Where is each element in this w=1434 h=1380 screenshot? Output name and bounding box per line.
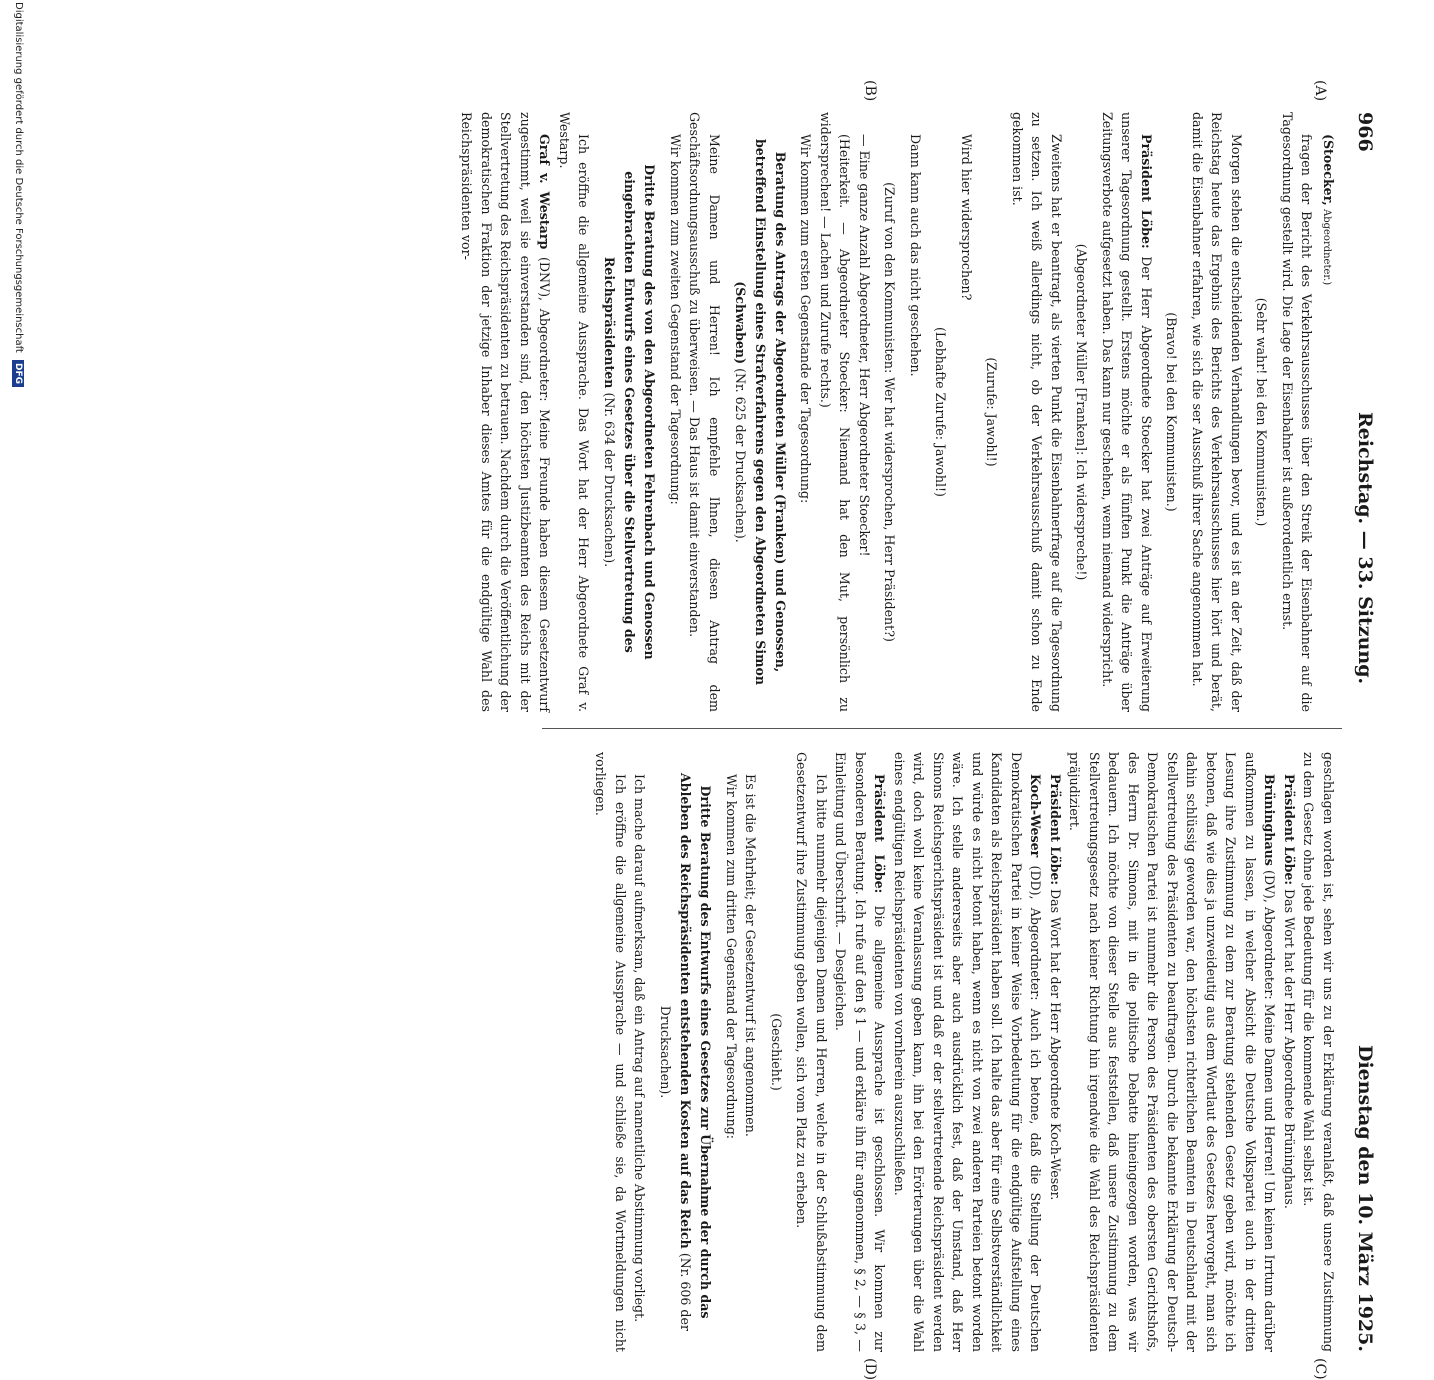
- session-date: Dienstag den 10. März 1925.: [1354, 1044, 1376, 1352]
- paragraph: [1278, 112, 1317, 712]
- paragraph-text: — Eine ganze Anzahl Abgeordneter, Herr Abgeordneter Stoecker!: [857, 134, 872, 557]
- paragraph: [792, 752, 831, 1352]
- speaker-name: Präsident Löbe:: [1139, 134, 1154, 249]
- speaker-name: Präsident Löbe:: [872, 774, 888, 894]
- paragraph: [957, 112, 977, 712]
- session-title: Reichstag. — 33. Sitzung.: [1354, 412, 1376, 685]
- paragraph: [1188, 112, 1247, 712]
- paragraph-text: Es ist die Mehrheit; der Gesetzentwurf ist angenommen.: [743, 774, 759, 1137]
- margin-marker-b: (B): [862, 80, 878, 102]
- paragraph-text: Ich eröffne die allgemeine Aussprache. Das Wort hat der Herr Abgeordnete Graf v. Westarp.: [557, 112, 592, 712]
- paragraph: [666, 112, 686, 712]
- paragraph-text: Dann kann auch das nicht geschehen.: [908, 134, 923, 377]
- margin-marker-c: (C): [1312, 1358, 1328, 1380]
- paragraph-text: fragen der Bericht des Verkehrsausschusses über den Streik der Eisenbahner auf die Tagesordnung gestellt wird. Die Lage der Eisenbahner ist außerordentlich ernst.: [1280, 112, 1315, 712]
- paragraph: [555, 112, 594, 712]
- speaker-name: Präsident Löbe:: [1048, 774, 1063, 886]
- paragraph: [591, 752, 630, 1352]
- speaker-name: Koch-Weser: [1028, 774, 1044, 858]
- interjection: [931, 112, 951, 712]
- paragraph-text: Der Herr Abgeordnete Stoecker hat zwei Anträge auf Erweiterung unserer Tagesordnung gestellt. Erstens möchte er als fünften Punkt die Anträge über Zeitungsverbote aufgesetzt haben. Das kann nur geschehen, wenn niemand widerspricht.: [1100, 112, 1154, 712]
- paragraph-text: Die allgemeine Aussprache ist geschlossen. Wir kommen zur besonderen Beratung. Ich rufe auf den § 1 — und erkläre ihn für angenommen, § 2, — § 3, — Einleitung und Überschrift. — Desgleichen.: [833, 752, 888, 1352]
- interjection: [767, 752, 787, 1352]
- agenda-item-title: Dritte Beratung des von den Abgeordneten Fehrenbach und Genossen eingebrachten Entwurfs eines Gesetzes über die Stellvertretung des Reichspräsidenten: [602, 164, 658, 660]
- speaker-name: Graf v. Westarp: [537, 134, 553, 250]
- interjection: [982, 112, 1002, 712]
- paragraph-text: Das Wort hat der Herr Abgeordnete Brüninghaus.: [1282, 885, 1297, 1209]
- paragraph-text: Ich mache darauf aufmerksam, daß ein Antrag auf namentliche Abstimmung vorliegt.: [632, 774, 648, 1323]
- left-column: [457, 112, 1338, 712]
- interjection-text: (Abgeordneter Müller [Franken]: Ich widerspreche!): [1074, 243, 1090, 581]
- agenda-item-title: Beratung des Antrags der Abgeordneten Müller (Franken) und Genossen, betreffend Einstellung eines Strafverfahrens gegen den Abgeordneten Simon (Schwaben): [733, 138, 788, 686]
- interjection: [1162, 112, 1182, 712]
- paragraph-text: Wir kommen zum dritten Gegenstand der Tagesordnung:: [724, 774, 739, 1140]
- paragraph: [1098, 112, 1157, 712]
- paragraph-text: (DNV), Abgeordneter: Meine Freunde haben diesem Gesetzentwurf zugestimmt, weil sie einverstanden sind, den höchsten Justizbeamten des Reichs mit der Stellvertretung des Reichspräsidenten zu betrauen. Nachdem durch die Veröffentlichung der demokratischen Fraktion der jetzige Inhaber dieses Amtes für die endgültige Wahl des Reichspräsidenten vor-: [459, 112, 553, 713]
- speaker-note: Abgeordneter.): [1321, 205, 1332, 286]
- speaker-name: Präsident Löbe:: [1282, 774, 1297, 886]
- interjection: [1072, 112, 1092, 712]
- speaker-name: (Stoecker,: [1321, 134, 1336, 206]
- paragraph: [722, 752, 742, 1352]
- paragraph: [1008, 112, 1067, 712]
- paragraph-text: geschlagen worden ist, sehen wir uns zu der Erklärung veranlaßt, daß unsere Zustimmung zu dem Gesetz ohne jede Bedeutung für die kommende Wahl selbst ist.: [1301, 752, 1336, 1352]
- paragraph-text: Zweitens hat er beantragt, als vierten Punkt die Eisenbahnerfrage auf die Tagesordnung zu setzen. Ich weiß allerdings nicht, ob der Verkehrsausschuß damit schon zu Ende gekommen ist.: [1010, 112, 1064, 712]
- speaker-name: Brüninghaus: [1262, 774, 1278, 866]
- paragraph: [1046, 752, 1066, 1352]
- right-column: [591, 752, 1338, 1352]
- interjection-text: (Zurufe: Jawohl!): [984, 357, 1000, 467]
- interjection-text: (Lebhafte Zurufe: Jawohl!): [933, 327, 949, 497]
- interjection-text: (Bravo! bei den Kommunisten.): [1164, 312, 1180, 512]
- paragraph: [741, 752, 761, 1352]
- agenda-item-title: Dritte Beratung des Entwurfs eines Gesetzes zur Übernahme der durch das Ableben des Reichspräsidenten entstehenden Kosten auf das Reich: [678, 773, 714, 1319]
- watermark-text: Digitalisierung gefördert durch die Deutsche Forschungsgemeinschaft: [13, 2, 24, 353]
- paragraph: [685, 112, 724, 712]
- dfg-logo: DFG: [12, 360, 24, 387]
- paragraph-text: Wir kommen zum zweiten Gegenstand der Tagesordnung:: [668, 134, 683, 505]
- paragraph-text: (DV), Abgeordneter: Meine Damen und Herren! Um keinen Irrtum darüber aufkommen zu lassen, in welcher Absicht die Deutsche Volkspartei auch in der dritten Lesung ihre Zustimmung zu dem zur Beratung stehenden Gesetz geben wird, möchte ich betonen, daß wie dies ja unzweideutig aus dem Wortlaut des Gesetzes hervorgeht, man sich dahin schlüssig geworden war, den höchsten richterlichen Beamten in Deutschland mit der Stellvertretung des Präsidenten zu beauftragen. Durch die bekannte Erklärung der Deutsch-Demokratischen Partei ist nunmehr die Person des Präsidenten des obersten Gerichtshofs, des Herrn Dr. Simons, mit in die politische Debatte hineingezogen worden, was wir bedauern. Ich möchte von dieser Stelle aus feststellen, daß unsere Zustimmung zu dem Stellvertretungsgesetz nach keiner Richtung hin irgendwie die Wahl des Reichspräsidenten präjudiziert.: [1067, 752, 1278, 1352]
- paragraph-text: Ich bitte nunmehr diejenigen Damen und Herren, welche in der Schlußabstimmung dem Gesetzentwurf ihre Zustimmung geben wollen, sich vom Platz zu erheben.: [794, 752, 829, 1352]
- column-divider: [542, 728, 1342, 729]
- paragraph: [906, 112, 926, 712]
- interjection-text: (Zuruf von den Kommunisten: Wer hat widersprochen, Herr Präsident?): [882, 182, 898, 642]
- running-header: [1346, 112, 1376, 1352]
- paragraph: [457, 112, 555, 712]
- interjection-text: (Geschieht.): [769, 1013, 784, 1091]
- paragraph-text: Wir kommen zum ersten Gegenstande der Tagesordnung:: [798, 134, 814, 504]
- paragraph: [831, 752, 890, 1352]
- paragraph-text: Morgen stehen die entscheidenden Verhandlungen bevor, und es ist an der Zeit, daß der Reichstag heute das Ergebnis des Berichts des Verkehrsausschusses hier hört und berät, damit die Eisenbahner erfahren, wie sich die ser Ausschuß ihrer Sache angenommen hat.: [1190, 112, 1244, 712]
- paragraph-text: (DD), Abgeordneter: Auch ich betone, daß die Stellung der Deutschen Demokratischen Partei in keiner Weise Vorbedeutung für die endgültige Aufstellung eines Kandidaten als Reichspräsident haben soll. Ich halte das aber für eine Selbstverständlichkeit und würde es nicht betont haben, wenn es nicht von zwei anderen Parteien betont worden wäre. Ich stelle andererseits aber auch ausdrücklich fest, daß der Umstand, daß Herr Simons Reichsgerichtspräsident ist und daß er der stellvertretende Reichspräsident werden wird, doch wohl keine Veranlassung geben kann, ihn bei den Erörterungen über die Wahl eines endgültigen Reichspräsidenten von vornherein auszuschließen.: [892, 752, 1044, 1352]
- margin-marker-a: (A): [1312, 80, 1328, 102]
- paragraph-text: Das Wort hat der Herr Abgeordnete Koch-Weser.: [1048, 885, 1063, 1201]
- agenda-item-heading: [600, 132, 660, 692]
- interjection-text: (Sehr wahr! bei den Kommunisten.): [1254, 297, 1270, 527]
- paragraph-text: Wird hier widersprochen?: [959, 134, 974, 301]
- funding-watermark: [12, 2, 24, 902]
- interjection: [1252, 112, 1272, 712]
- paragraph: [1280, 752, 1300, 1352]
- paragraph-text: Meine Damen und Herren! Ich empfehle Ihnen, diesen Antrag dem Geschäftsordnungsausschuß zu überweisen. — Das Haus ist damit einverstanden.: [687, 112, 722, 712]
- paragraph-text: (Heiterkeit. — Abgeordneter Stoecker: Niemand hat den Mut, persönlich zu widersprechen! — Lachen und Zurufe rechts.): [818, 112, 853, 712]
- paragraph: [890, 752, 1046, 1352]
- paragraph: [796, 112, 816, 712]
- agenda-item-heading: [730, 132, 790, 692]
- agenda-item-reference: (Nr. 606 der Drucksachen).: [658, 1005, 694, 1331]
- paragraph: [816, 112, 855, 712]
- agenda-item-reference: (Nr. 625 der Drucksachen).: [733, 364, 748, 543]
- paragraph: [630, 752, 650, 1352]
- agenda-item-heading: [656, 772, 716, 1332]
- agenda-item-reference: (Nr. 634 der Drucksachen).: [602, 388, 618, 568]
- paragraph-text: Ich eröffne die allgemeine Aussprache — und schließe sie, da Wortmeldungen nicht vorliegen.: [593, 752, 628, 1352]
- paragraph: [1299, 752, 1338, 1352]
- interjection: [880, 112, 900, 712]
- paragraph: [1065, 752, 1280, 1352]
- margin-marker-d: (D): [862, 1358, 878, 1380]
- paragraph: [855, 112, 875, 712]
- paragraph: [1317, 112, 1339, 712]
- page-number: 966: [1354, 112, 1376, 152]
